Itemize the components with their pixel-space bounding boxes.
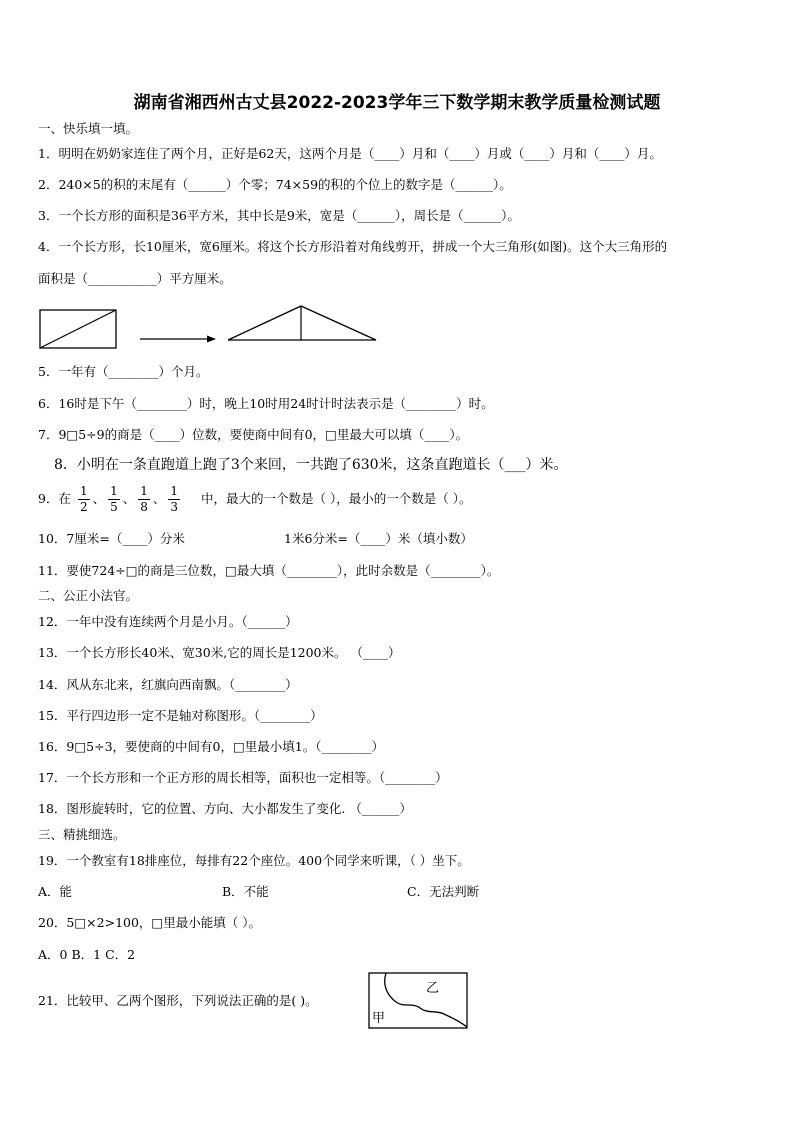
question-2: 2．240×5的积的末尾有（______）个零；74×59的积的个位上的数字是（______）。 <box>38 177 512 192</box>
question-14: 14．风从东北来，红旗向西南飘。（________） <box>38 677 298 692</box>
question-4-line-1: 4．一个长方形，长10厘米，宽6厘米。将这个长方形沿着对角线剪开，拼成一个大三角形(如图)。这个大三角形的 <box>38 239 668 254</box>
question-19-option-c: C．无法判断 <box>407 884 480 899</box>
question-10-part-a: 10．7厘米=（____）分米 <box>38 531 185 546</box>
question-13: 13．一个长方形长40米、宽30米,它的周长是1200米。 （____） <box>38 645 401 660</box>
arrow-head-icon <box>207 336 216 343</box>
question-9 <box>38 484 471 515</box>
question-7: 7．9□5÷9的商是（____）位数，要使商中间有0，□里最大可以填（____）。 <box>38 427 469 442</box>
jia-yi-figure <box>368 972 470 1030</box>
separator: 、 <box>152 491 166 506</box>
fraction: $\frac{1}{5}$ <box>110 484 118 514</box>
question-20: 20．5□×2>100，□里最小能填（ ）。 <box>38 915 261 930</box>
question-18: 18．图形旋转时，它的位置、方向、大小都发生了变化. （______） <box>38 801 412 816</box>
question-10-part-b: 1米6分米=（____）米（填小数） <box>284 531 473 546</box>
question-21: 21．比较甲、乙两个图形，下列说法正确的是( )。 <box>38 993 318 1008</box>
question-16: 16．9□5÷3，要使商的中间有0，□里最小填1。（________） <box>38 739 385 754</box>
separator: 、 <box>122 491 136 506</box>
fraction: $\frac{1}{3}$ <box>170 484 179 514</box>
question-19-option-b: B．不能 <box>222 884 269 899</box>
question-12: 12．一年中没有连续两个月是小月。（______） <box>38 614 298 629</box>
question-19: 19．一个教室有18排座位，每排有22个座位。400个同学来听课，（ ）坐下。 <box>38 853 470 868</box>
question-20-options: A．0 B．1 C．2 <box>38 947 136 962</box>
rectangle-to-triangle-figure <box>38 306 388 351</box>
page-title: 湖南省湘西州古丈县2022-2023学年三下数学期末教学质量检测试题 <box>133 93 661 113</box>
question-9-prefix: 9．在 <box>38 491 71 506</box>
fraction: $\frac{1}{2}$ <box>79 484 88 514</box>
section-heading-1: 一、快乐填一填。 <box>38 121 139 136</box>
question-5: 5．一年有（________）个月。 <box>38 364 209 379</box>
question-19-option-a: A．能 <box>38 884 73 899</box>
question-15: 15．平行四边形一定不是轴对称图形。（________） <box>38 708 323 723</box>
fraction: $\frac{1}{8}$ <box>140 484 148 514</box>
question-4-line-2: 面积是（___________）平方厘米。 <box>38 271 232 286</box>
triangle-shape <box>228 306 376 340</box>
question-1: 1．明明在奶奶家连住了两个月，正好是62天，这两个月是（____）月和（____）月或（____）月和（____）月。 <box>38 146 662 161</box>
section-heading-2: 二、公正小法官。 <box>38 588 139 603</box>
region-jia-label: 甲 <box>372 1011 386 1026</box>
question-6: 6．16时是下午（________）时，晚上10时用24时计时法表示是（________）时。 <box>38 396 494 411</box>
question-3: 3．一个长方形的面积是36平方米，其中长是9米，宽是（______），周长是（______）。 <box>38 208 520 223</box>
section-heading-3: 三、精挑细选。 <box>38 827 126 842</box>
question-9-suffix: 中，最大的一个数是（ ），最小的一个数是（ ）。 <box>201 491 472 506</box>
separator: 、 <box>92 491 106 506</box>
question-11: 11．要使724÷□的商是三位数，□最大填（________），此时余数是（________）。 <box>38 563 500 578</box>
question-8: 8．小明在一条直跑道上跑了3个来回，一共跑了630米，这条直跑道长（___）米。 <box>54 457 568 473</box>
diagonal-line <box>40 310 116 348</box>
region-yi-label: 乙 <box>426 981 440 996</box>
question-17: 17．一个长方形和一个正方形的周长相等，面积也一定相等。（________） <box>38 770 448 785</box>
